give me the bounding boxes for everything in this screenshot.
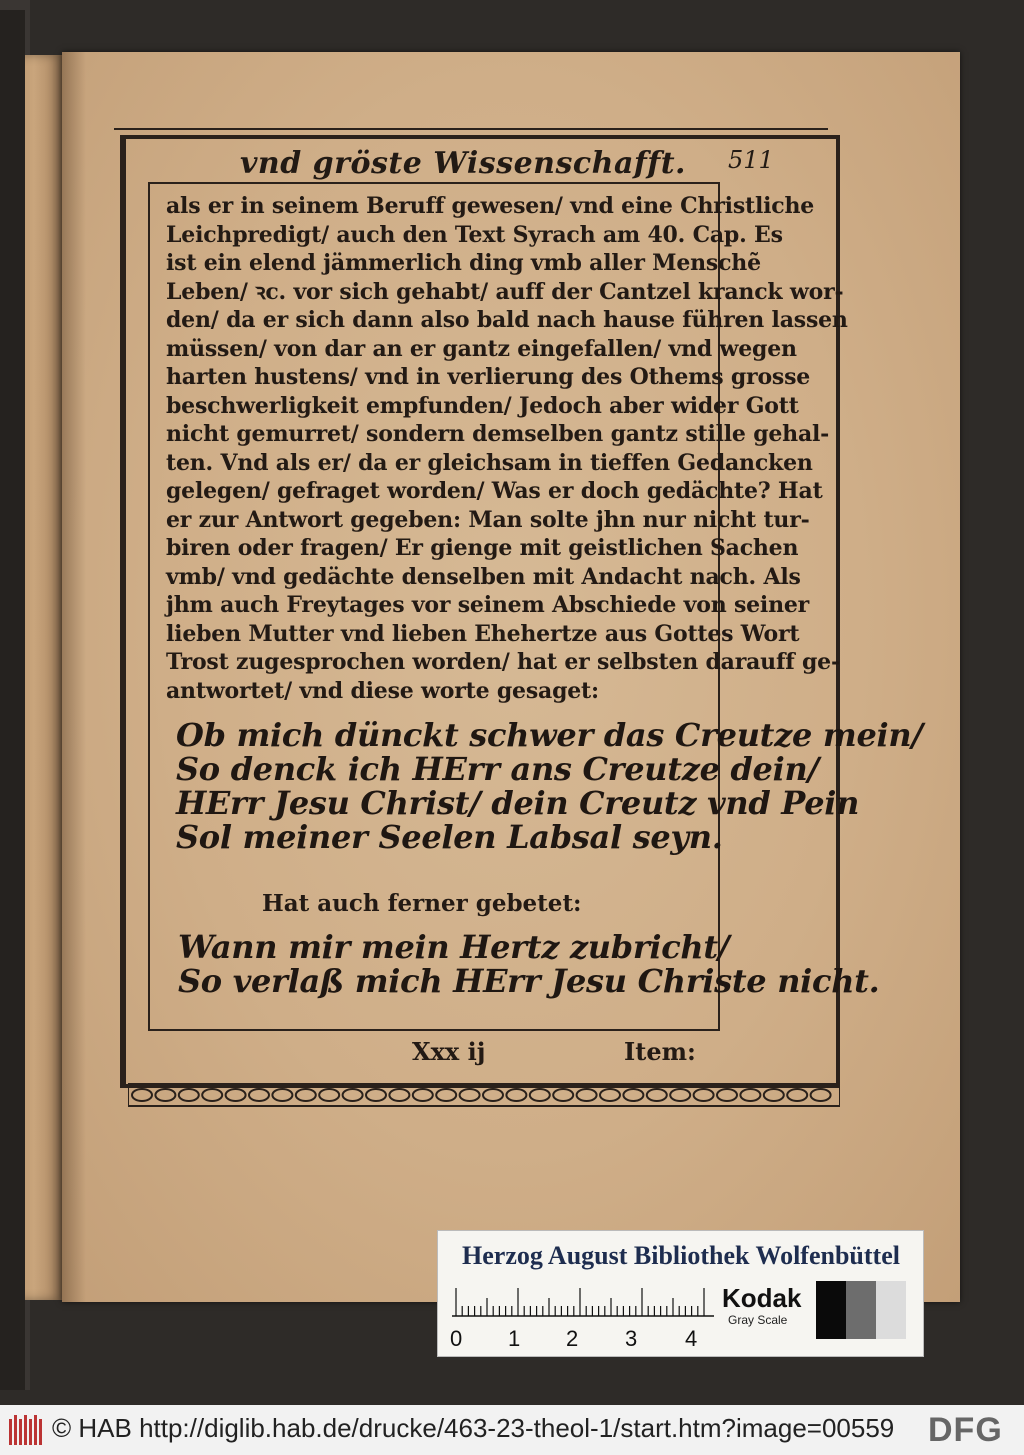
verse-line: Wann mir mein Hertz zubricht/ <box>178 928 730 966</box>
ruler-number: 2 <box>566 1326 579 1351</box>
verse-line: Sol meiner Seelen Labsal seyn. <box>176 818 723 856</box>
gray-swatch-mid <box>846 1281 876 1339</box>
verse-block-1 <box>176 718 923 854</box>
body-text <box>166 192 848 705</box>
verse-line: HErr Jesu Christ/ dein Creutz vnd Pein <box>176 784 860 822</box>
text-line: harten hustens/ vnd in verlierung des Othems grosse <box>166 364 811 390</box>
ruler-numbers <box>448 1326 718 1352</box>
text-line: den/ da er sich dann also bald nach hause führen lassen <box>166 307 848 333</box>
kodak-logo: Kodak <box>722 1283 802 1313</box>
text-line: beschwerligkeit empfunden/ Jedoch aber wider Gott <box>166 392 799 419</box>
frame-rule-top <box>114 128 828 130</box>
gray-scale-label: Gray Scale <box>728 1313 788 1327</box>
library-label <box>437 1230 924 1357</box>
gray-swatch-light <box>876 1281 906 1339</box>
hab-logo-icon <box>8 1413 44 1449</box>
library-name: Herzog August Bibliothek Wolfenbüttel <box>462 1241 900 1270</box>
text-line: ist ein elend jämmerlich ding vmb aller Menschẽ <box>166 250 761 276</box>
running-head: vnd gröste Wissenschafft. <box>240 146 686 181</box>
page-number: 511 <box>728 146 774 174</box>
ruler-number: 4 <box>685 1326 698 1351</box>
text-line: Leichpredigt/ auch den Text Syrach am 40. Cap. Es <box>166 221 783 248</box>
verse-intro: Hat auch ferner gebetet: <box>262 890 582 917</box>
verse-block-2 <box>178 930 880 998</box>
gutter-shadow <box>62 52 86 1302</box>
text-line: er zur Antwort gegeben: Man solte jhn nur nicht tur- <box>166 506 810 533</box>
text-line: Trost zugesprochen worden/ hat er selbsten darauff ge- <box>166 649 840 675</box>
verse-line: So verlaß mich HErr Jesu Christe nicht. <box>178 962 880 1000</box>
copyright-link[interactable]: © HAB http://diglib.hab.de/drucke/463-23-theol-1/start.htm?image=00559 <box>52 1413 895 1443</box>
dfg-logo: DFG <box>928 1411 1003 1449</box>
text-line: ten. Vnd als er/ da er gleichsam in tieffen Gedancken <box>166 449 813 476</box>
ruler-scale <box>452 1286 714 1326</box>
text-line: lieben Mutter vnd lieben Ehehertze aus Gottes Wort <box>166 620 800 647</box>
verse-line: Ob mich dünckt schwer das Creutze mein/ <box>176 716 923 754</box>
binding-strip <box>0 10 25 1390</box>
text-line: als er in seinem Beruff gewesen/ vnd eine Christliche <box>166 193 815 219</box>
catchword: Item: <box>624 1037 696 1066</box>
text-line: antwortet/ vnd diese worte gesaget: <box>166 677 599 704</box>
text-line: gelegen/ gefraget worden/ Was er doch gedächte? Hat <box>166 478 823 504</box>
text-line: müssen/ von dar an er gantz eingefallen/ vnd wegen <box>166 335 797 362</box>
gray-swatch-black <box>816 1281 846 1339</box>
footer-bar <box>0 1405 1024 1455</box>
text-line: nicht gemurret/ sondern demselben gantz stille gehal- <box>166 421 830 447</box>
ruler-number: 3 <box>625 1326 638 1351</box>
ruler-number: 0 <box>450 1326 463 1351</box>
text-line: vmb/ vnd gedächte denselben mit Andacht nach. Als <box>166 563 801 590</box>
ruler-number: 1 <box>508 1326 521 1351</box>
text-line: biren oder fragen/ Er gienge mit geistlichen Sachen <box>166 535 799 561</box>
text-line: Leben/ ꝛc. vor sich gehabt/ auff der Cantzel kranck wor- <box>166 278 844 305</box>
verse-line: So denck ich HErr ans Creutze dein/ <box>176 750 819 788</box>
signature-mark: Xxx ij <box>412 1037 486 1066</box>
text-line: jhm auch Freytages vor seinem Abschiede von seiner <box>166 592 810 618</box>
ornament-border <box>128 1082 840 1108</box>
